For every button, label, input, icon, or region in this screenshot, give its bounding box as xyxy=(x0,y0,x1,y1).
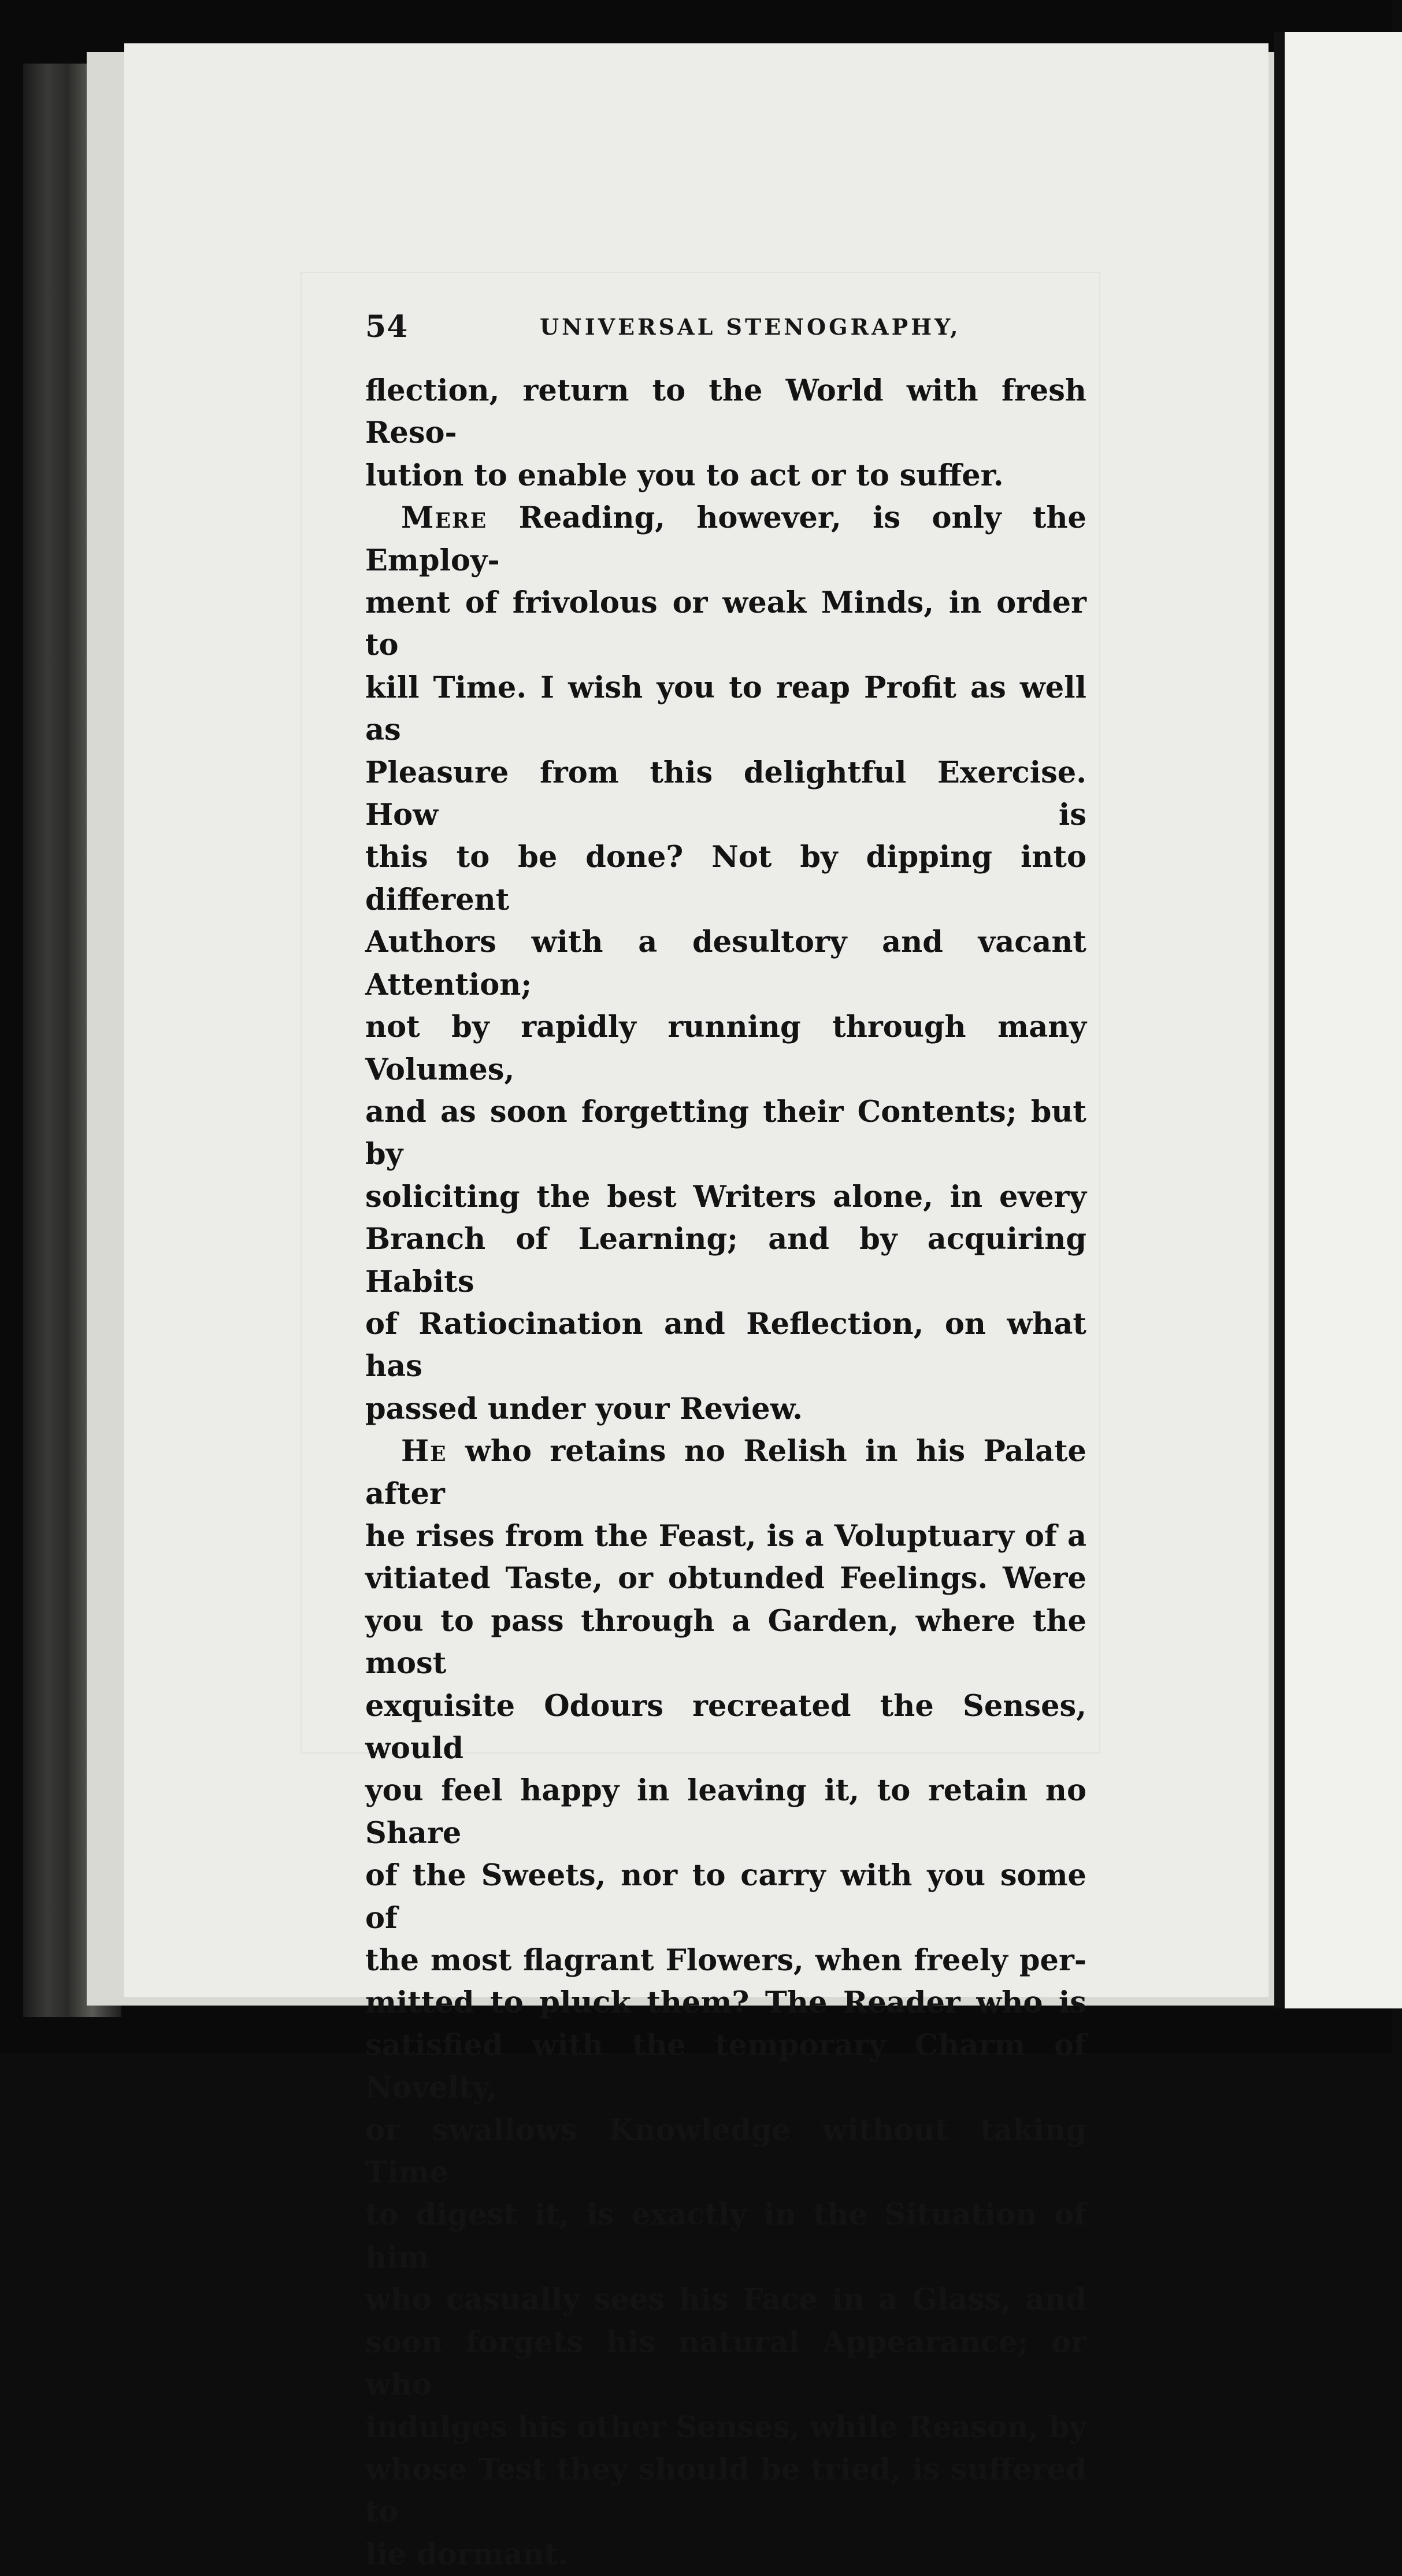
text-line xyxy=(365,2407,1086,2449)
text-line xyxy=(365,1176,1086,1218)
text-line xyxy=(365,2449,1086,2534)
facing-page-edge xyxy=(1274,32,1402,2008)
text-line xyxy=(365,582,1086,667)
line-text: vitiated Taste, or obtunded Feelings. Were xyxy=(365,1561,1086,1596)
paragraph-lead-word: He xyxy=(401,1434,447,1469)
text-line xyxy=(365,1218,1086,1303)
text-line xyxy=(365,1303,1086,1388)
text-line xyxy=(365,1388,1086,1430)
line-text: lution to enable you to act or to suffer. xyxy=(365,458,1004,493)
line-text: of the Sweets, nor to carry with you some of xyxy=(365,1858,1086,1936)
text-line xyxy=(365,1430,1086,1515)
text-line xyxy=(365,1558,1086,1600)
text-line xyxy=(365,1855,1086,1940)
line-text: Authors with a desultory and vacant Attention; xyxy=(365,925,1086,1002)
text-line xyxy=(365,1091,1086,1176)
line-text: the most flagrant Flowers, when freely per- xyxy=(365,1943,1086,1978)
text-line xyxy=(365,497,1086,582)
line-text: satisfied with the temporary Charm of Novelty, xyxy=(365,2028,1086,2106)
line-text: you to pass through a Garden, where the most xyxy=(365,1603,1086,1681)
running-title: UNIVERSAL STENOGRAPHY, xyxy=(540,314,961,340)
line-text: this to be done? Not by dipping into different xyxy=(365,840,1086,917)
text-line xyxy=(365,2279,1086,2321)
line-text: kill Time. I wish you to reap Profit as well as xyxy=(365,670,1086,748)
line-text: whose Test they should be tried, is suffered to xyxy=(365,2452,1086,2530)
text-line xyxy=(365,1982,1086,2024)
text-line xyxy=(365,667,1086,752)
line-text: he rises from the Feast, is a Voluptuary of a xyxy=(365,1518,1086,1554)
line-text: lie dormant. xyxy=(365,2537,568,2572)
text-line xyxy=(365,455,1086,497)
line-text: of Ratiocination and Reflection, on what has xyxy=(365,1306,1086,1384)
line-text: mitted to pluck them? The Reader who is xyxy=(365,1985,1086,2021)
line-text: passed under your Review. xyxy=(365,1391,803,1426)
line-text: who retains no Relish in his Palate after xyxy=(365,1434,1086,1511)
text-line xyxy=(365,921,1086,1006)
text-line xyxy=(365,2025,1086,2110)
body-text xyxy=(365,370,1086,2576)
text-line xyxy=(365,836,1086,921)
line-text: not by rapidly running through many Volumes, xyxy=(365,1010,1086,1087)
line-text: and as soon forgetting their Contents; but by xyxy=(365,1094,1086,1172)
text-line xyxy=(365,1006,1086,1091)
text-line xyxy=(365,2534,1086,2576)
running-header xyxy=(365,309,1088,350)
text-line xyxy=(365,1770,1086,1855)
text-line xyxy=(365,370,1086,455)
text-line xyxy=(365,1600,1086,1685)
text-line xyxy=(365,2194,1086,2279)
line-text: to digest it, is exactly in the Situation of him xyxy=(365,2197,1086,2275)
line-text: ment of frivolous or weak Minds, in order to xyxy=(365,585,1086,663)
text-line xyxy=(365,752,1086,837)
text-line xyxy=(365,2110,1086,2195)
line-text: you feel happy in leaving it, to retain no Share xyxy=(365,1773,1086,1851)
line-text: exquisite Odours recreated the Senses, would xyxy=(365,1688,1086,1766)
line-text: soliciting the best Writers alone, in every xyxy=(365,1179,1086,1214)
page-number: 54 xyxy=(365,309,409,344)
line-text: who casually sees his Face in a Glass, and xyxy=(365,2282,1086,2318)
line-text: Pleasure from this delightful Exercise. How is xyxy=(365,755,1086,833)
line-text: indulges his other Senses, while Reason, by xyxy=(365,2410,1086,2445)
line-text: soon forgets his natural Appearance; or who xyxy=(365,2325,1086,2403)
line-text: Branch of Learning; and by acquiring Habits xyxy=(365,1222,1086,1299)
paragraph-lead-word: Mere xyxy=(401,501,488,536)
text-line xyxy=(365,1685,1086,1770)
text-line xyxy=(365,1940,1086,1982)
line-text: or swallows Knowledge without taking Time xyxy=(365,2112,1086,2190)
text-line xyxy=(365,1515,1086,1558)
line-text: Reading, however, is only the Employ- xyxy=(365,501,1086,578)
line-text: flection, return to the World with fresh Reso- xyxy=(365,373,1086,451)
text-line xyxy=(365,2322,1086,2407)
